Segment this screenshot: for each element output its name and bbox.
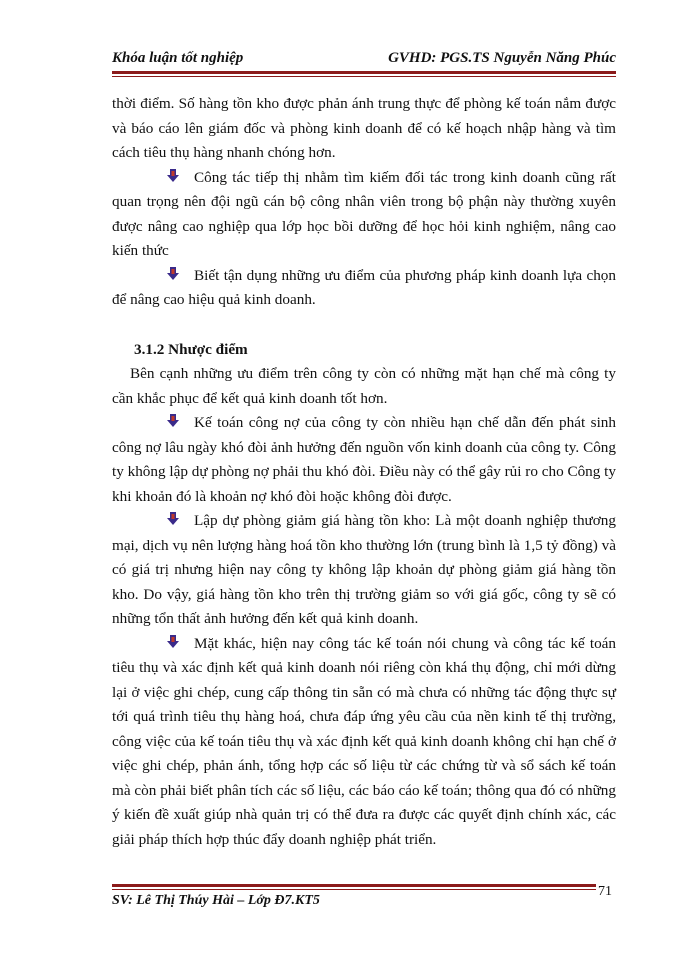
intro-paragraph: Bên cạnh những ưu điểm trên công ty còn có những mặt hạn chế mà công ty cần khắc phục để kết quả kinh doanh tốt hơn. bbox=[112, 365, 616, 407]
header-rule bbox=[112, 71, 616, 74]
footer-rule bbox=[112, 884, 596, 887]
arrow-bullet-icon bbox=[166, 512, 180, 526]
bullet-text: Công tác tiếp thị nhằm tìm kiếm đối tác trong kinh doanh cũng rất quan trọng nên đội ngũ cán bộ công nhân viên trong bộ phận này thường xuyên được nâng cao nghiệp qua lớp học bồi dưỡng để học hỏi kinh nghiệm, nâng cao kiến thức bbox=[112, 168, 616, 259]
header-advisor: GVHD: PGS.TS Nguyễn Năng Phúc bbox=[388, 50, 616, 66]
page-body bbox=[112, 92, 616, 852]
page-header bbox=[112, 50, 616, 72]
section-heading: 3.1.2 Nhược điểm bbox=[134, 340, 248, 358]
header-rule-thin bbox=[112, 76, 616, 77]
bullet-text: Lập dự phòng giảm giá hàng tồn kho: Là một doanh nghiệp thương mại, dịch vụ nên lượng hàng hoá tồn kho thường lớn (trung bình là 1,5 tỷ đồng) và có giá trị nhưng hiện nay công ty không lập khoản dự phòng giảm giá hàng tồn kho. Do vậy, giá hàng tồn kho trên thị trường giảm so với giá gốc, công ty sẽ có những tổn thất ảnh hưởng đến kết quả kinh doanh. bbox=[112, 512, 616, 627]
bullet-paragraph bbox=[112, 411, 616, 509]
arrow-bullet-icon bbox=[166, 414, 180, 428]
page-footer: SV: Lê Thị Thúy Hài – Lớp Đ7.KT5 bbox=[112, 893, 320, 908]
bullet-text: Mặt khác, hiện nay công tác kế toán nói chung và công tác kế toán tiêu thụ và xác định kết quả kinh doanh nói riêng còn khá thụ động, chỉ mới dừng lại ở việc ghi chép, cung cấp thông tin sẵn có mà chưa có những tác động thực sự tới quá trình tiêu thụ hàng hoá, chưa đáp ứng yêu cầu của nền kinh tế thị trường, công việc của kế toán tiêu thụ và xác định kết quả kinh doanh không chỉ hạn chế ở việc ghi chép, phản ánh, tổng hợp các số liệu từ các chứng từ và sổ sách kế toán mà còn phải biết phân tích các số liệu, các báo cáo kế toán; thông qua đó có những ý kiến đề xuất giúp nhà quản trị có thể đưa ra được các quyết định chính xác, các giải pháp thích hợp thúc đẩy doanh nghiệp phát triển. bbox=[112, 634, 616, 848]
header-title: Khóa luận tốt nghiệp bbox=[112, 50, 244, 66]
bullet-paragraph bbox=[112, 166, 616, 264]
page-number: 71 bbox=[598, 884, 612, 899]
footer-rule-thin bbox=[112, 889, 596, 890]
bullet-text: Biết tận dụng những ưu điểm của phương pháp kinh doanh lựa chọn để nâng cao hiệu quả kinh doanh. bbox=[112, 266, 616, 308]
bullet-paragraph bbox=[112, 264, 616, 313]
bullet-text: Kế toán công nợ của công ty còn nhiều hạn chế dẫn đến phát sinh công nợ lâu ngày khó đòi ảnh hưởng đến nguồn vốn kinh doanh của công ty. Công ty không lập dự phòng nợ phải thu khó đòi. Điều này có thể gây rủi ro cho Công ty khi khoản đó là khoản nợ khó đòi hoặc không đòi được. bbox=[112, 414, 616, 505]
bullet-paragraph bbox=[112, 632, 616, 853]
paragraph: thời điểm. Số hàng tồn kho được phản ánh trung thực để phòng kế toán nắm được và báo cáo lên giám đốc và phòng kinh doanh để có kế hoạch nhập hàng và tìm cách tiêu thụ hàng nhanh chóng hơn. bbox=[112, 95, 616, 161]
arrow-bullet-icon bbox=[166, 169, 180, 183]
arrow-bullet-icon bbox=[166, 635, 180, 649]
arrow-bullet-icon bbox=[166, 267, 180, 281]
bullet-paragraph bbox=[112, 509, 616, 632]
